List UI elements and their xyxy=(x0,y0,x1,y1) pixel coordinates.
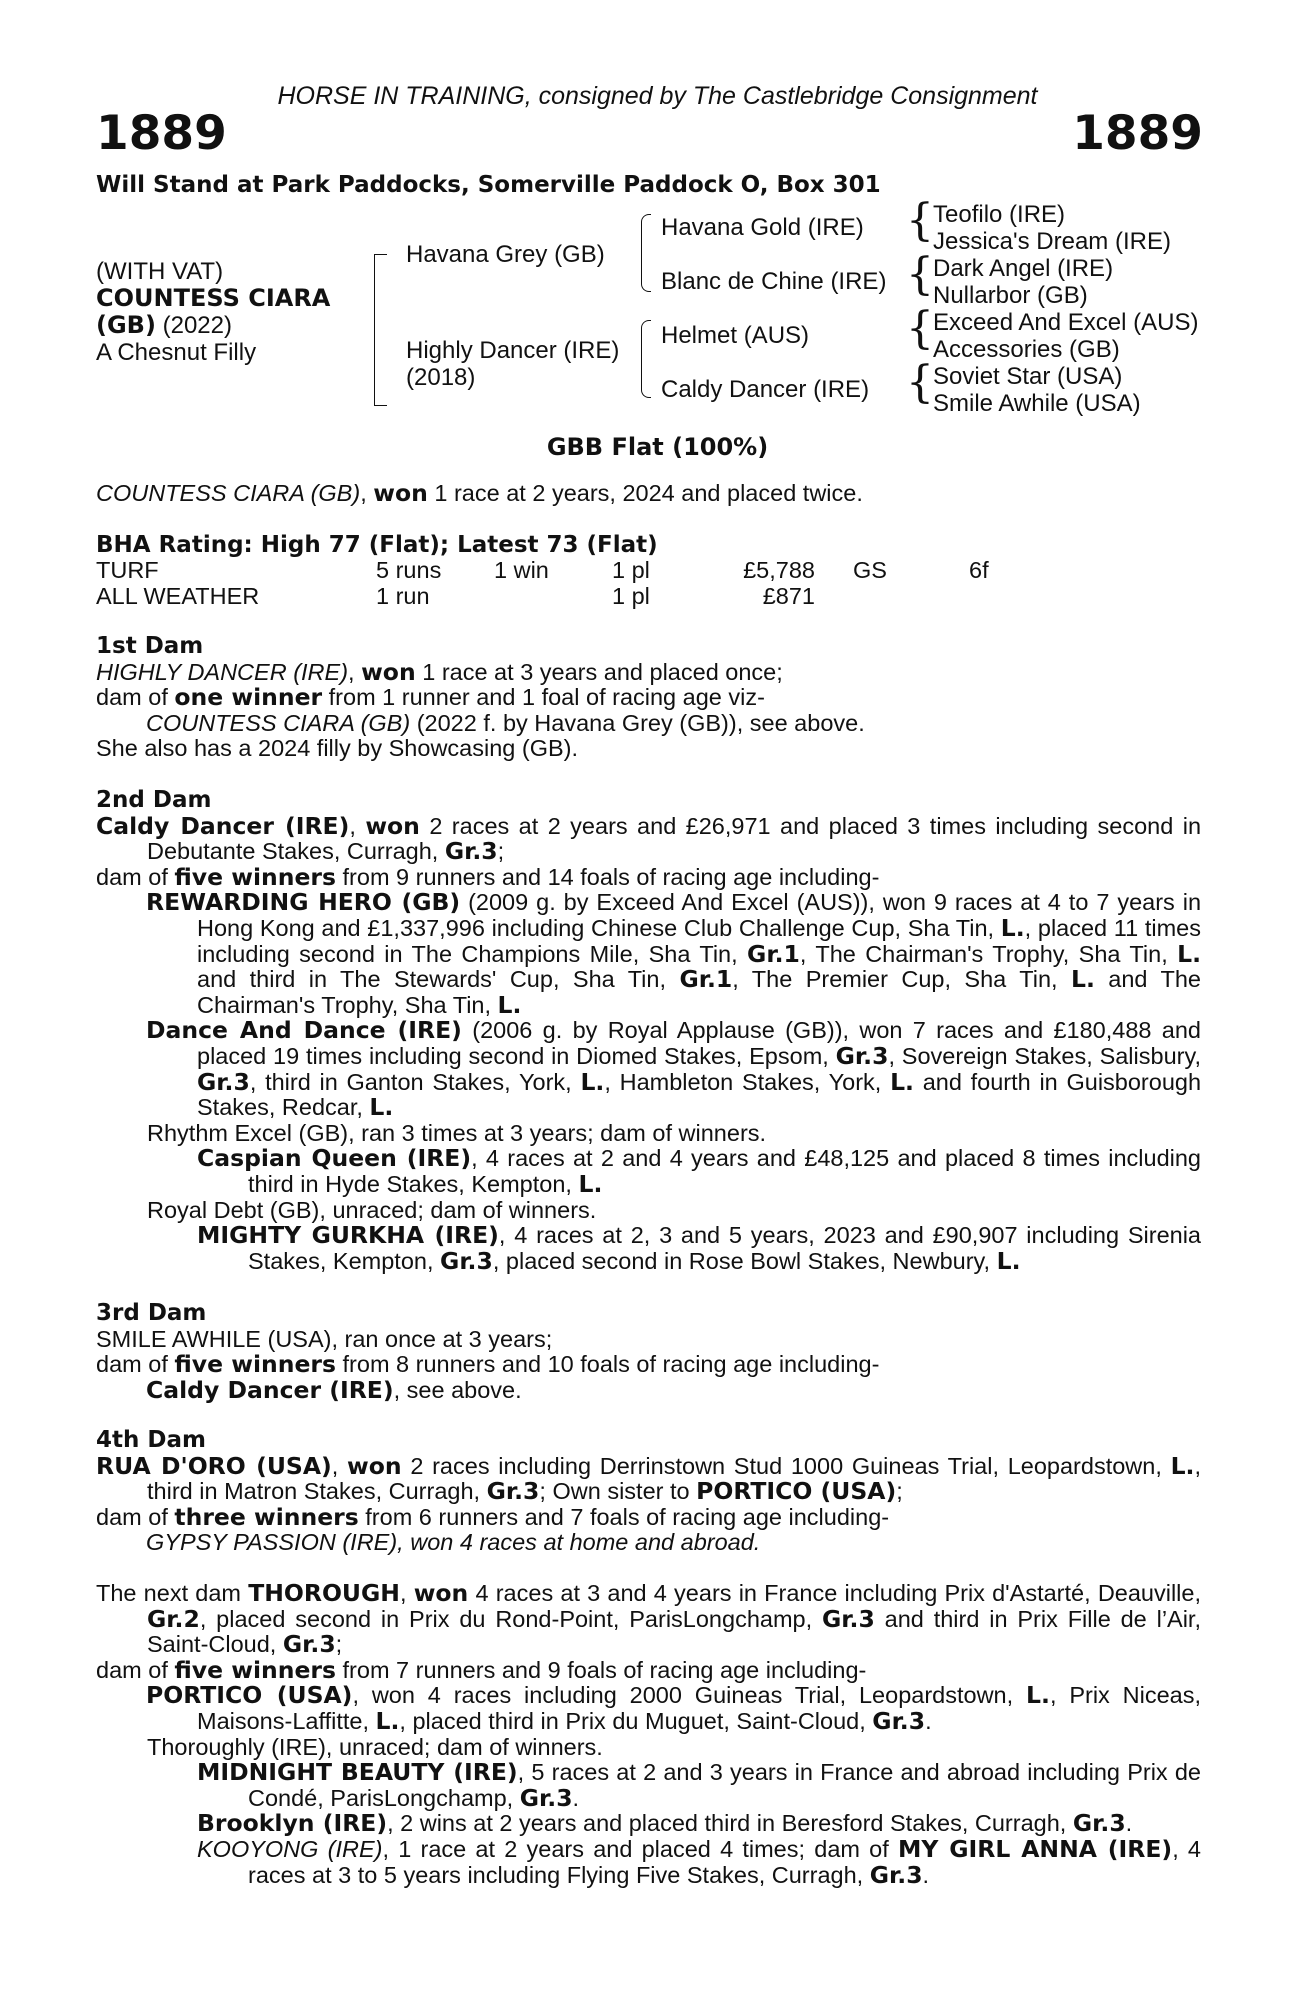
pedigree-g4: Nullarbor (GB) xyxy=(933,282,1088,309)
runs: 1 run xyxy=(376,583,430,609)
fourth-dam-section: 4th Dam RUA D'ORO (USA), won 2 races including Derrinstown Stud 1000 Guineas Trial, Leopardstown, L., third in Matron Stakes, Curragh, Gr.3; Own sister to PORTICO (USA); dam of three winners from 6 runners and 7 foals of racing age including- GYPSY PASSION (IRE), won 4 races at home and abroad. xyxy=(96,1427,1202,1556)
lot-number-right: 1889 xyxy=(1072,106,1203,161)
second-dam-section: 2nd Dam Caldy Dancer (IRE), won 2 races at 2 years and £26,971 and placed 3 times including second in Debutante Stakes, Curragh, Gr.3; dam of five winners from 9 runners and 14 foals of racing age including- REWARDING HERO (GB) (2009 g. by Exceed And Excel (AUS)), won 9 races at 4 to 7 years in Hong Kong and £1,337,996 including Chinese Club Challenge Cup, Sha Tin, L., placed 11 times including second in The Champions Mile, Sha Tin, Gr.1, The Chairman's Trophy, Sha Tin, L. and third in The Stewards' Cup, Sha Tin, Gr.1, The Premier Cup, Sha Tin, L. and The Chairman's Trophy, Sha Tin, L. Dance And Dance (IRE) (2006 g. by Royal Applause (GB)), won 7 races and £180,488 and placed 19 times including second in Diomed Stakes, Epsom, Gr.3, Sovereign Stakes, Salisbury, Gr.3, third in Ganton Stakes, York, L., Hambleton Stakes, York, L. and fourth in Guisborough Stakes, Redcar, L. Rhythm Excel (GB), ran 3 times at 3 years; dam of winners. Caspian Queen (IRE), 4 races at 2 and 4 years and £48,125 and placed 8 times including third in Hyde Stakes, Kempton, L. Royal Debt (GB), unraced; dam of winners. MIGHTY GURKHA (IRE), 4 races at 2, 3 and 5 years, 2023 and £90,907 including Sirenia Stakes, Kempton, Gr.3, placed second in Rose Bowl Stakes, Newbury, L. xyxy=(96,787,1202,1275)
race-record-row xyxy=(0,558,1315,584)
pedigree-brace-sire xyxy=(641,214,651,292)
pedigree-dam-dam: Caldy Dancer (IRE) xyxy=(661,376,870,403)
next-dam-section: The next dam THOROUGH, won 4 races at 3 and 4 years in France including Prix d'Astarté, Deauville, Gr.2, placed second in Prix du Rond-Point, ParisLongchamp, Gr.3 and third in Prix Fille de l’Air, Saint-Cloud, Gr.3; dam of five winners from 7 runners and 9 foals of racing age including- PORTICO (USA), won 4 races including 2000 Guineas Trial, Leopardstown, L., Prix Niceas, Maisons-Laffitte, L., placed third in Prix du Muguet, Saint-Cloud, Gr.3. Thoroughly (IRE), unraced; dam of winners. MIDNIGHT BEAUTY (IRE), 5 races at 2 and 3 years in France and abroad including Prix de Condé, ParisLongchamp, Gr.3. Brooklyn (IRE), 2 wins at 2 years and placed third in Beresford Stakes, Curragh, Gr.3. KOOYONG (IRE), 1 race at 2 years and placed 4 times; dam of MY GIRL ANNA (IRE), 4 races at 3 to 5 years including Flying Five Stakes, Curragh, Gr.3. xyxy=(96,1579,1202,1889)
third-dam-section: 3rd Dam SMILE AWHILE (USA), ran once at 3 years; dam of five winners from 8 runners and 10 foals of racing age including- Caldy Dancer (IRE), see above. xyxy=(96,1301,1201,1403)
vat-label: (WITH VAT) xyxy=(96,258,224,285)
section-heading: 1st Dam xyxy=(96,633,204,659)
pedigree-curl-2: { xyxy=(906,249,934,300)
going: GS xyxy=(853,557,887,583)
pedigree-sire: Havana Grey (GB) xyxy=(406,241,605,268)
pedigree-dam-sire: Helmet (AUS) xyxy=(661,322,810,349)
surface: TURF xyxy=(96,557,159,583)
pedigree-g1: Teofilo (IRE) xyxy=(933,201,1066,228)
pedigree-g5: Exceed And Excel (AUS) xyxy=(933,309,1199,336)
pedigree-g8: Smile Awhile (USA) xyxy=(933,390,1141,417)
pedigree-dam-year: (2018) xyxy=(406,364,476,391)
pedigree-g2: Jessica's Dream (IRE) xyxy=(933,228,1171,255)
bha-rating-heading: BHA Rating: High 77 (Flat); Latest 73 (Flat) xyxy=(96,532,658,558)
gbb-label: GBB Flat (100%) xyxy=(546,433,769,461)
prize: £5,788 xyxy=(743,557,815,583)
race-record-row xyxy=(0,584,1315,610)
pedigree-brace-main xyxy=(374,254,387,406)
section-heading: 3rd Dam xyxy=(96,1300,207,1326)
prize: £871 xyxy=(762,583,815,609)
section-heading: 4th Dam xyxy=(96,1427,206,1453)
pedigree-curl-4: { xyxy=(906,357,934,408)
race-summary: COUNTESS CIARA (GB), won 1 race at 2 years, 2024 and placed twice. xyxy=(96,479,863,507)
runs: 5 runs xyxy=(376,557,442,583)
pedigree-dam: Highly Dancer (IRE) xyxy=(406,337,620,364)
pedigree-sire-dam: Blanc de Chine (IRE) xyxy=(661,268,887,295)
pedigree-g7: Soviet Star (USA) xyxy=(933,363,1123,390)
pedigree-brace-dam xyxy=(641,320,651,398)
surface: ALL WEATHER xyxy=(96,583,260,609)
pedigree-g3: Dark Angel (IRE) xyxy=(933,255,1114,282)
consignment-line: HORSE IN TRAINING, consigned by The Castlebridge Consignment xyxy=(277,82,1038,110)
stand-location: Will Stand at Park Paddocks, Somerville Paddock O, Box 301 xyxy=(96,172,881,198)
wins: 1 win xyxy=(494,557,549,583)
horse-name: COUNTESS CIARA xyxy=(96,284,331,312)
section-heading: 2nd Dam xyxy=(96,787,212,813)
pedigree-sire-sire: Havana Gold (IRE) xyxy=(661,214,864,241)
pedigree-g6: Accessories (GB) xyxy=(933,336,1120,363)
placed: 1 pl xyxy=(612,583,650,609)
placed: 1 pl xyxy=(612,557,650,583)
pedigree-curl-3: { xyxy=(906,303,934,354)
pedigree-curl-1: { xyxy=(906,195,934,246)
first-dam-section: 1st Dam HIGHLY DANCER (IRE), won 1 race at 3 years and placed once; dam of one winner from 1 runner and 1 foal of racing age viz- COUNTESS CIARA (GB) (2022 f. by Havana Grey (GB)), see above. She also has a 2024 filly by Showcasing (GB). xyxy=(96,634,1201,762)
lot-number-left: 1889 xyxy=(96,106,227,161)
horse-origin-year: (GB) (2022) xyxy=(96,311,232,339)
distance: 6f xyxy=(969,557,989,583)
horse-description: A Chesnut Filly xyxy=(96,339,257,366)
